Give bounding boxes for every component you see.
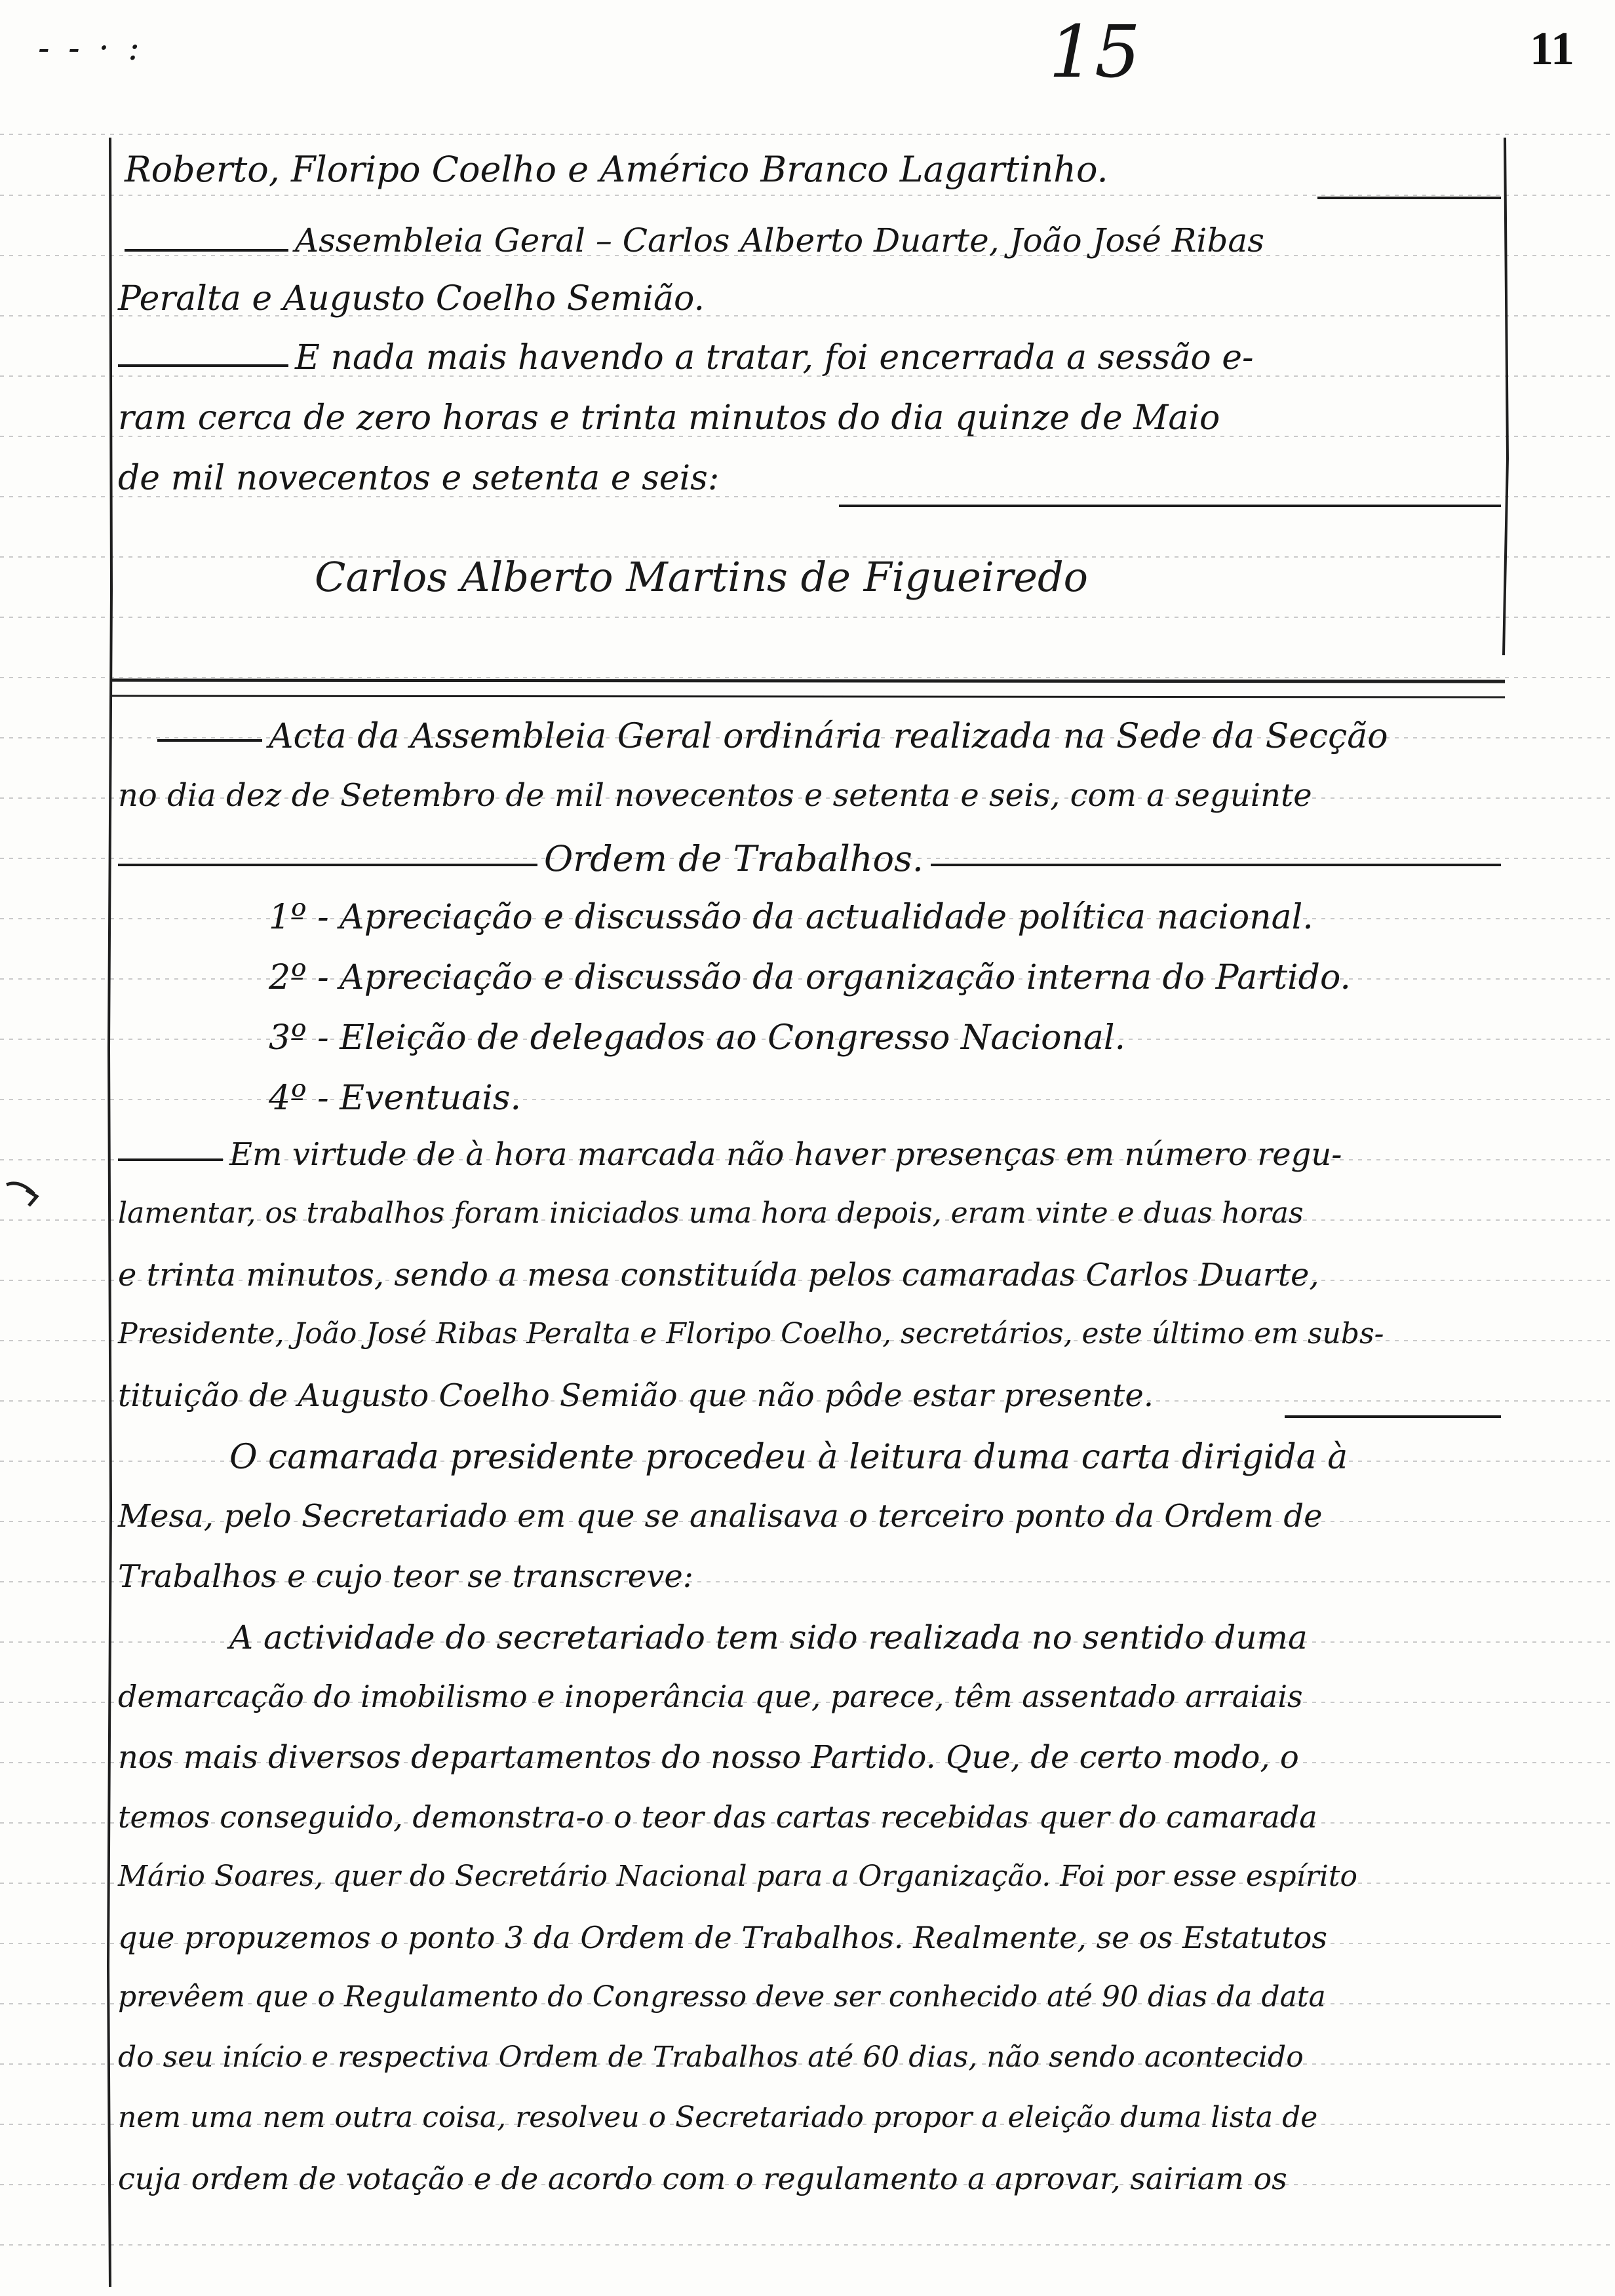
previous-minutes-line-3: Peralta e Augusto Coelho Semião.: [118, 279, 705, 318]
body-line-15: prevêem que o Regulamento do Congresso deve ser conhecido até 90 dias da data: [118, 1980, 1326, 2014]
line-filler: [1285, 1415, 1501, 1418]
body-line-3: e trinta minutos, sendo a mesa constituída pelos camaradas Carlos Duarte,: [118, 1257, 1319, 1293]
previous-minutes-line-5: ram cerca de zero horas e trinta minutos do dia quinze de Maio: [118, 398, 1220, 438]
body-line-6: O camarada presidente procedeu à leitura duma carta dirigida à: [229, 1438, 1348, 1477]
agenda-heading: Ordem de Trabalhos.: [544, 838, 924, 879]
body-line-7: Mesa, pelo Secretariado em que se analisava o terceiro ponto da Ordem de: [118, 1498, 1323, 1535]
body-line-12: temos conseguido, demonstra-o o teor das cartas recebidas quer do camarada: [118, 1799, 1317, 1835]
printed-page-number: 11: [1530, 22, 1575, 75]
line-filler: [1317, 197, 1501, 199]
top-left-marks: - - · :: [38, 29, 144, 68]
line-filler: [839, 505, 1501, 507]
line-filler: [118, 364, 288, 367]
line-filler: [157, 739, 262, 742]
handwritten-page-number: 15: [1049, 10, 1140, 94]
signature: Carlos Alberto Martins de Figueiredo: [315, 553, 1088, 601]
line-filler: [931, 864, 1501, 866]
previous-minutes-line-6: de mil novecentos e setenta e seis:: [118, 459, 720, 498]
body-line-18: cuja ordem de votação e de acordo com o regulamento a aprovar, sairiam os: [118, 2161, 1287, 2196]
minutes-title-line-2: no dia dez de Setembro de mil novecentos e setenta e seis, com a seguinte: [118, 777, 1312, 814]
body-line-2: lamentar, os trabalhos foram iniciados uma hora depois, eram vinte e duas horas: [118, 1196, 1304, 1230]
agenda-item-3: 3º - Eleição de delegados ao Congresso Nacional.: [269, 1018, 1126, 1058]
body-line-9: A actividade do secretariado tem sido realizada no sentido duma: [229, 1618, 1308, 1656]
body-line-17: nem uma nem outra coisa, resolveu o Secretariado propor a eleição duma lista de: [118, 2101, 1318, 2134]
agenda-item-4: 4º - Eventuais.: [269, 1079, 521, 1118]
body-line-10: demarcação do imobilismo e inoperância que, parece, têm assentado arraiais: [118, 1679, 1303, 1714]
agenda-item-2: 2º - Apreciação e discussão da organização interna do Partido.: [269, 958, 1351, 997]
body-line-4: Presidente, João José Ribas Peralta e Floripo Coelho, secretários, este último em subs-: [118, 1317, 1384, 1350]
agenda-item-1: 1º - Apreciação e discussão da actualidade política nacional.: [269, 898, 1313, 937]
body-line-16: do seu início e respectiva Ordem de Trabalhos até 60 dias, não sendo acontecido: [118, 2040, 1304, 2074]
previous-minutes-line-1: Roberto, Floripo Coelho e Américo Branco Lagartinho.: [125, 149, 1108, 190]
body-line-13: Mário Soares, quer do Secretário Nacional para a Organização. Foi por esse espírito: [118, 1860, 1357, 1893]
body-line-14: que propuzemos o ponto 3 da Ordem de Trabalhos. Realmente, se os Estatutos: [118, 1920, 1327, 1955]
body-line-8: Trabalhos e cujo teor se transcreve:: [118, 1558, 693, 1595]
line-filler: [118, 1158, 223, 1161]
body-line-11: nos mais diversos departamentos do nosso Partido. Que, de certo modo, o: [118, 1739, 1299, 1776]
previous-minutes-line-2: Assembleia Geral – Carlos Alberto Duarte, João José Ribas: [295, 221, 1264, 259]
body-line-5: tituição de Augusto Coelho Semião que não pôde estar presente.: [118, 1377, 1154, 1414]
minutes-title-line-1: Acta da Assembleia Geral ordinária realizada na Sede da Secção: [269, 717, 1388, 756]
body-line-1: Em virtude de à hora marcada não haver presenças em número regu-: [229, 1136, 1342, 1173]
line-filler: [125, 249, 288, 252]
previous-minutes-line-4: E nada mais havendo a tratar, foi encerrada a sessão e-: [295, 338, 1254, 377]
line-filler: [118, 864, 537, 866]
